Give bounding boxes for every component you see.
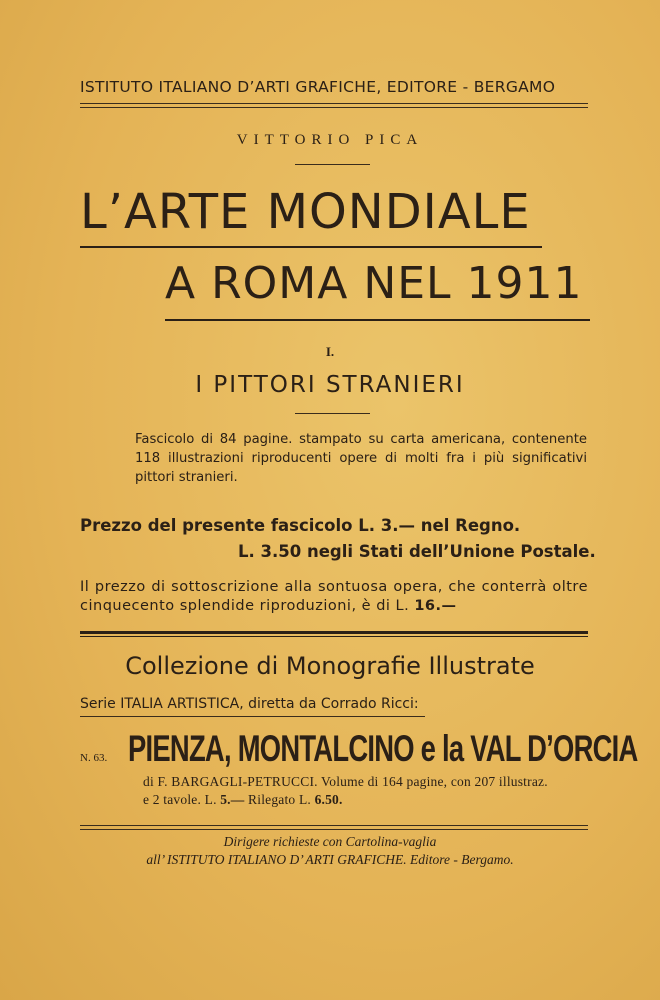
- subscription-text-body: Il prezzo di sottoscrizione alla sontuosa opera, che conterrà oltre cinquecento splendide riproduzioni, è di L.: [80, 579, 588, 614]
- title-rule: [165, 319, 590, 321]
- book-info-prefix: e 2 tavole. L.: [143, 792, 217, 807]
- publisher-header: ISTITUTO ITALIANO D’ARTI GRAFICHE, EDITORE - BERGAMO: [80, 78, 556, 96]
- subscription-text: [80, 578, 588, 616]
- title-line-2: A ROMA NEL 1911: [165, 258, 583, 309]
- section-rule: [80, 631, 588, 634]
- footer-rule: [80, 829, 588, 830]
- book-info-line-1: di F. BARGAGLI-PETRUCCI. Volume di 164 pagine, con 207 illustraz.: [143, 774, 548, 789]
- book-number: N. 63.: [80, 752, 108, 764]
- book-bound-price: 6.50.: [314, 792, 343, 807]
- price-line-2: L. 3.50 negli Stati dell’Unione Postale.: [238, 542, 596, 561]
- order-instructions-line-2: all’ ISTITUTO ITALIANO D’ ARTI GRAFICHE. Editore - Bergamo.: [146, 852, 514, 867]
- series-line: Serie ITALIA ARTISTICA, diretta da Corrado Ricci:: [80, 696, 419, 712]
- book-info-line-2: [143, 792, 343, 808]
- title-line-1: L’ARTE MONDIALE: [80, 184, 531, 240]
- price-line-1: Prezzo del presente fascicolo L. 3.— nel Regno.: [80, 516, 521, 535]
- title-rule: [80, 246, 542, 248]
- book-title: PIENZA, MONTALCINO e la VAL D’ORCIA: [128, 728, 638, 769]
- book-price: 5.—: [220, 792, 245, 807]
- author-name: VITTORIO PICA: [236, 132, 424, 148]
- divider: [295, 164, 370, 165]
- section-rule: [80, 636, 588, 637]
- book-info-bound: Rilegato L.: [248, 792, 311, 807]
- subscription-amount: 16.—: [414, 598, 457, 614]
- footer-rule: [80, 825, 588, 826]
- volume-number: I.: [325, 344, 335, 359]
- header-rule: [80, 107, 588, 108]
- header-rule: [80, 103, 588, 104]
- subtitle: I PITTORI STRANIERI: [195, 372, 465, 398]
- series-rule: [80, 716, 425, 717]
- divider: [295, 413, 370, 414]
- collection-title: Collezione di Monografie Illustrate: [125, 652, 535, 680]
- order-instructions-line-1: Dirigere richieste con Cartolina-vaglia: [223, 834, 437, 849]
- description: Fascicolo di 84 pagine. stampato su carta americana, contenente 118 illustrazioni riproducenti opere di molti fra i più significativi pittori stranieri.: [135, 432, 587, 485]
